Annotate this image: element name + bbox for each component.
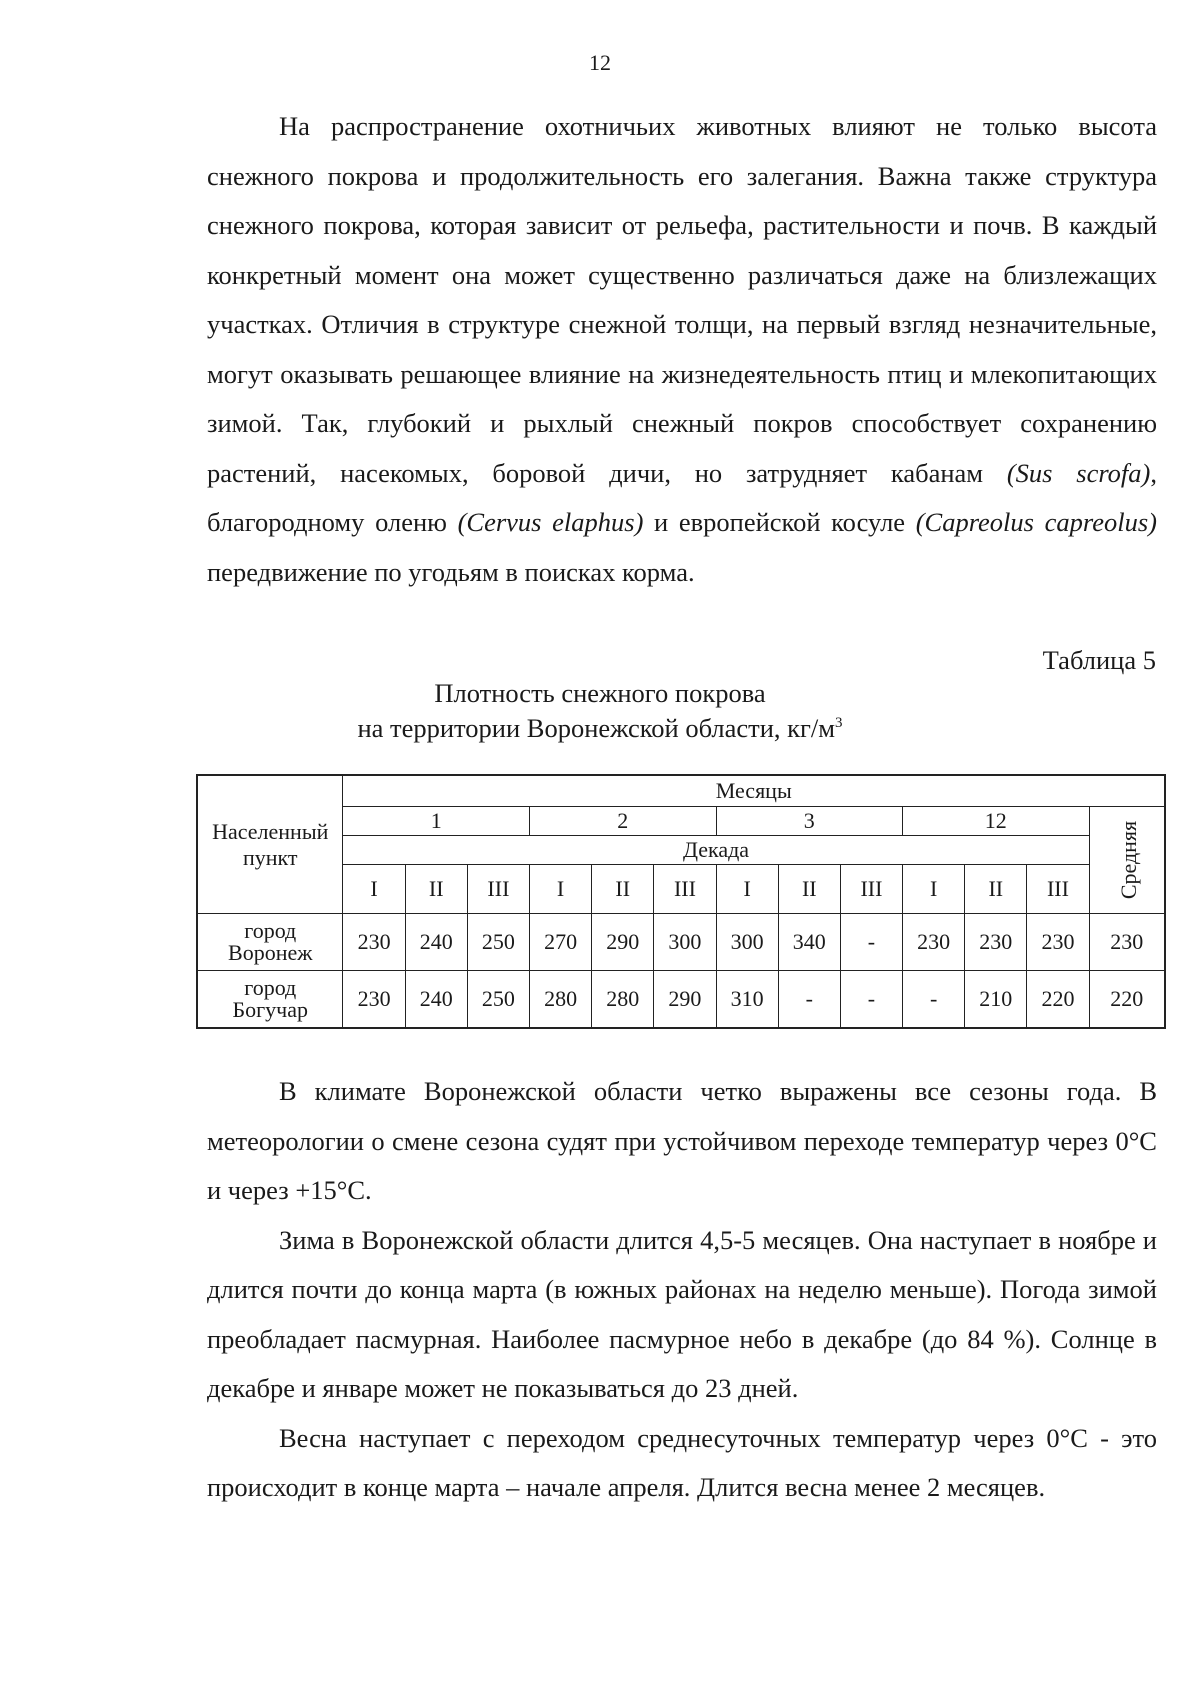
place-header-line-2: пункт bbox=[242, 844, 298, 870]
place-name-cell bbox=[197, 914, 343, 971]
value-cell: - bbox=[903, 971, 965, 1029]
value-cell: 250 bbox=[467, 914, 529, 971]
average-header-cell bbox=[1089, 807, 1165, 914]
value-cell: 290 bbox=[654, 971, 716, 1029]
decade-cell: II bbox=[965, 865, 1027, 914]
month-cell-2: 2 bbox=[530, 807, 717, 836]
decade-cell: I bbox=[903, 865, 965, 914]
table-title-line-1: Плотность снежного покрова bbox=[434, 678, 766, 708]
value-cell: - bbox=[778, 971, 840, 1029]
table-row-voronezh bbox=[197, 914, 1165, 971]
table-header-decade-row bbox=[197, 836, 1165, 865]
value-cell: 340 bbox=[778, 914, 840, 971]
value-cell: 280 bbox=[592, 971, 654, 1029]
value-cell: 300 bbox=[716, 914, 778, 971]
value-cell: - bbox=[840, 914, 902, 971]
place-name-line-2: Богучар bbox=[232, 997, 308, 1022]
decade-cell: I bbox=[530, 865, 592, 914]
table-header-decades-row bbox=[197, 865, 1165, 914]
month-cell-1: 1 bbox=[343, 807, 530, 836]
value-cell: 270 bbox=[530, 914, 592, 971]
table-title-line-2 bbox=[0, 711, 1200, 746]
snow-density-table bbox=[196, 774, 1166, 1029]
decade-cell: III bbox=[1027, 865, 1089, 914]
table-title bbox=[0, 676, 1200, 746]
decade-cell: III bbox=[654, 865, 716, 914]
value-cell: 310 bbox=[716, 971, 778, 1029]
decade-cell: III bbox=[840, 865, 902, 914]
paragraph-3: Зима в Воронежской области длится 4,5-5 месяцев. Она наступает в ноябре и длится почти до конца марта (в южных районах на неделю меньше). Погода зимой преобладает пасмурная. Наиболее пасмурное небо в декабре (до 84 %). Солнце в декабре и январе может не показываться до 23 дней. bbox=[207, 1224, 1157, 1403]
average-header-text: Средняя bbox=[1115, 820, 1141, 900]
decade-cell: III bbox=[467, 865, 529, 914]
page-number: 12 bbox=[589, 50, 611, 75]
decade-cell: II bbox=[778, 865, 840, 914]
value-cell: 280 bbox=[530, 971, 592, 1029]
value-cell: 230 bbox=[343, 914, 405, 971]
place-name-line-1: город bbox=[244, 975, 297, 1000]
place-header-line-1: Населенный bbox=[212, 818, 329, 844]
table-label: Таблица 5 bbox=[1042, 645, 1156, 675]
place-header-cell bbox=[197, 775, 343, 914]
month-cell-12: 12 bbox=[903, 807, 1090, 836]
value-cell: 240 bbox=[405, 971, 467, 1029]
value-cell: 230 bbox=[1027, 914, 1089, 971]
decade-cell: II bbox=[592, 865, 654, 914]
table-title-superscript: 3 bbox=[835, 715, 843, 731]
value-cell: 300 bbox=[654, 914, 716, 971]
value-cell: 240 bbox=[405, 914, 467, 971]
table-header-months-row bbox=[197, 775, 1165, 807]
decade-cell: II bbox=[405, 865, 467, 914]
value-cell: 230 bbox=[903, 914, 965, 971]
value-cell: 290 bbox=[592, 914, 654, 971]
paragraph-2: В климате Воронежской области четко выражены все сезоны года. В метеорологии о смене сезона судят при устойчивом переходе температур через 0°С и через +15°С. bbox=[207, 1076, 1157, 1205]
value-cell: - bbox=[840, 971, 902, 1029]
place-name-line-1: город bbox=[244, 918, 297, 943]
table-header-month-numbers-row bbox=[197, 807, 1165, 836]
table-row-boguchar bbox=[197, 971, 1165, 1029]
top-text-block bbox=[207, 102, 1157, 597]
average-value-cell: 230 bbox=[1089, 914, 1165, 971]
average-value-cell: 220 bbox=[1089, 971, 1165, 1029]
place-name-cell bbox=[197, 971, 343, 1029]
bottom-text-block bbox=[207, 1067, 1157, 1513]
decade-header-cell: Декада bbox=[343, 836, 1089, 865]
month-cell-3: 3 bbox=[716, 807, 903, 836]
paragraph-4: Весна наступает с переходом среднесуточных температур через 0°С - это происходит в конце марта – начале апреля. Длится весна менее 2 месяцев. bbox=[207, 1422, 1157, 1502]
value-cell: 250 bbox=[467, 971, 529, 1029]
value-cell: 230 bbox=[343, 971, 405, 1029]
table-title-line-2-text: на территории Воронежской области, кг/м bbox=[357, 713, 836, 743]
place-name-line-2: Воронеж bbox=[228, 940, 313, 965]
value-cell: 220 bbox=[1027, 971, 1089, 1029]
decade-cell: I bbox=[716, 865, 778, 914]
months-header-cell: Месяцы bbox=[343, 775, 1165, 807]
value-cell: 210 bbox=[965, 971, 1027, 1029]
paragraph-1: На распространение охотничьих животных влияют не только высота снежного покрова и продолжительность его залегания. Важна также структура снежного покрова, которая зависит от рельефа, растительности и почв. В каждый конкретный момент она может существенно различаться даже на близлежащих участках. Отличия в структуре снежной толщи, на первый взгляд незначительные, могут оказывать решающее влияние на жизнедеятельность птиц и млекопитающих зимой. Так, глубокий и рыхлый снежный покров способствует сохранению растений, насекомых, боровой дичи, но затрудняет кабанам (Sus scrofa), благородному оленю (Cervus elaphus) и европейской косуле (Capreolus capreolus) передвижение по угодьям в поисках корма. bbox=[207, 111, 1157, 587]
decade-cell: I bbox=[343, 865, 405, 914]
value-cell: 230 bbox=[965, 914, 1027, 971]
